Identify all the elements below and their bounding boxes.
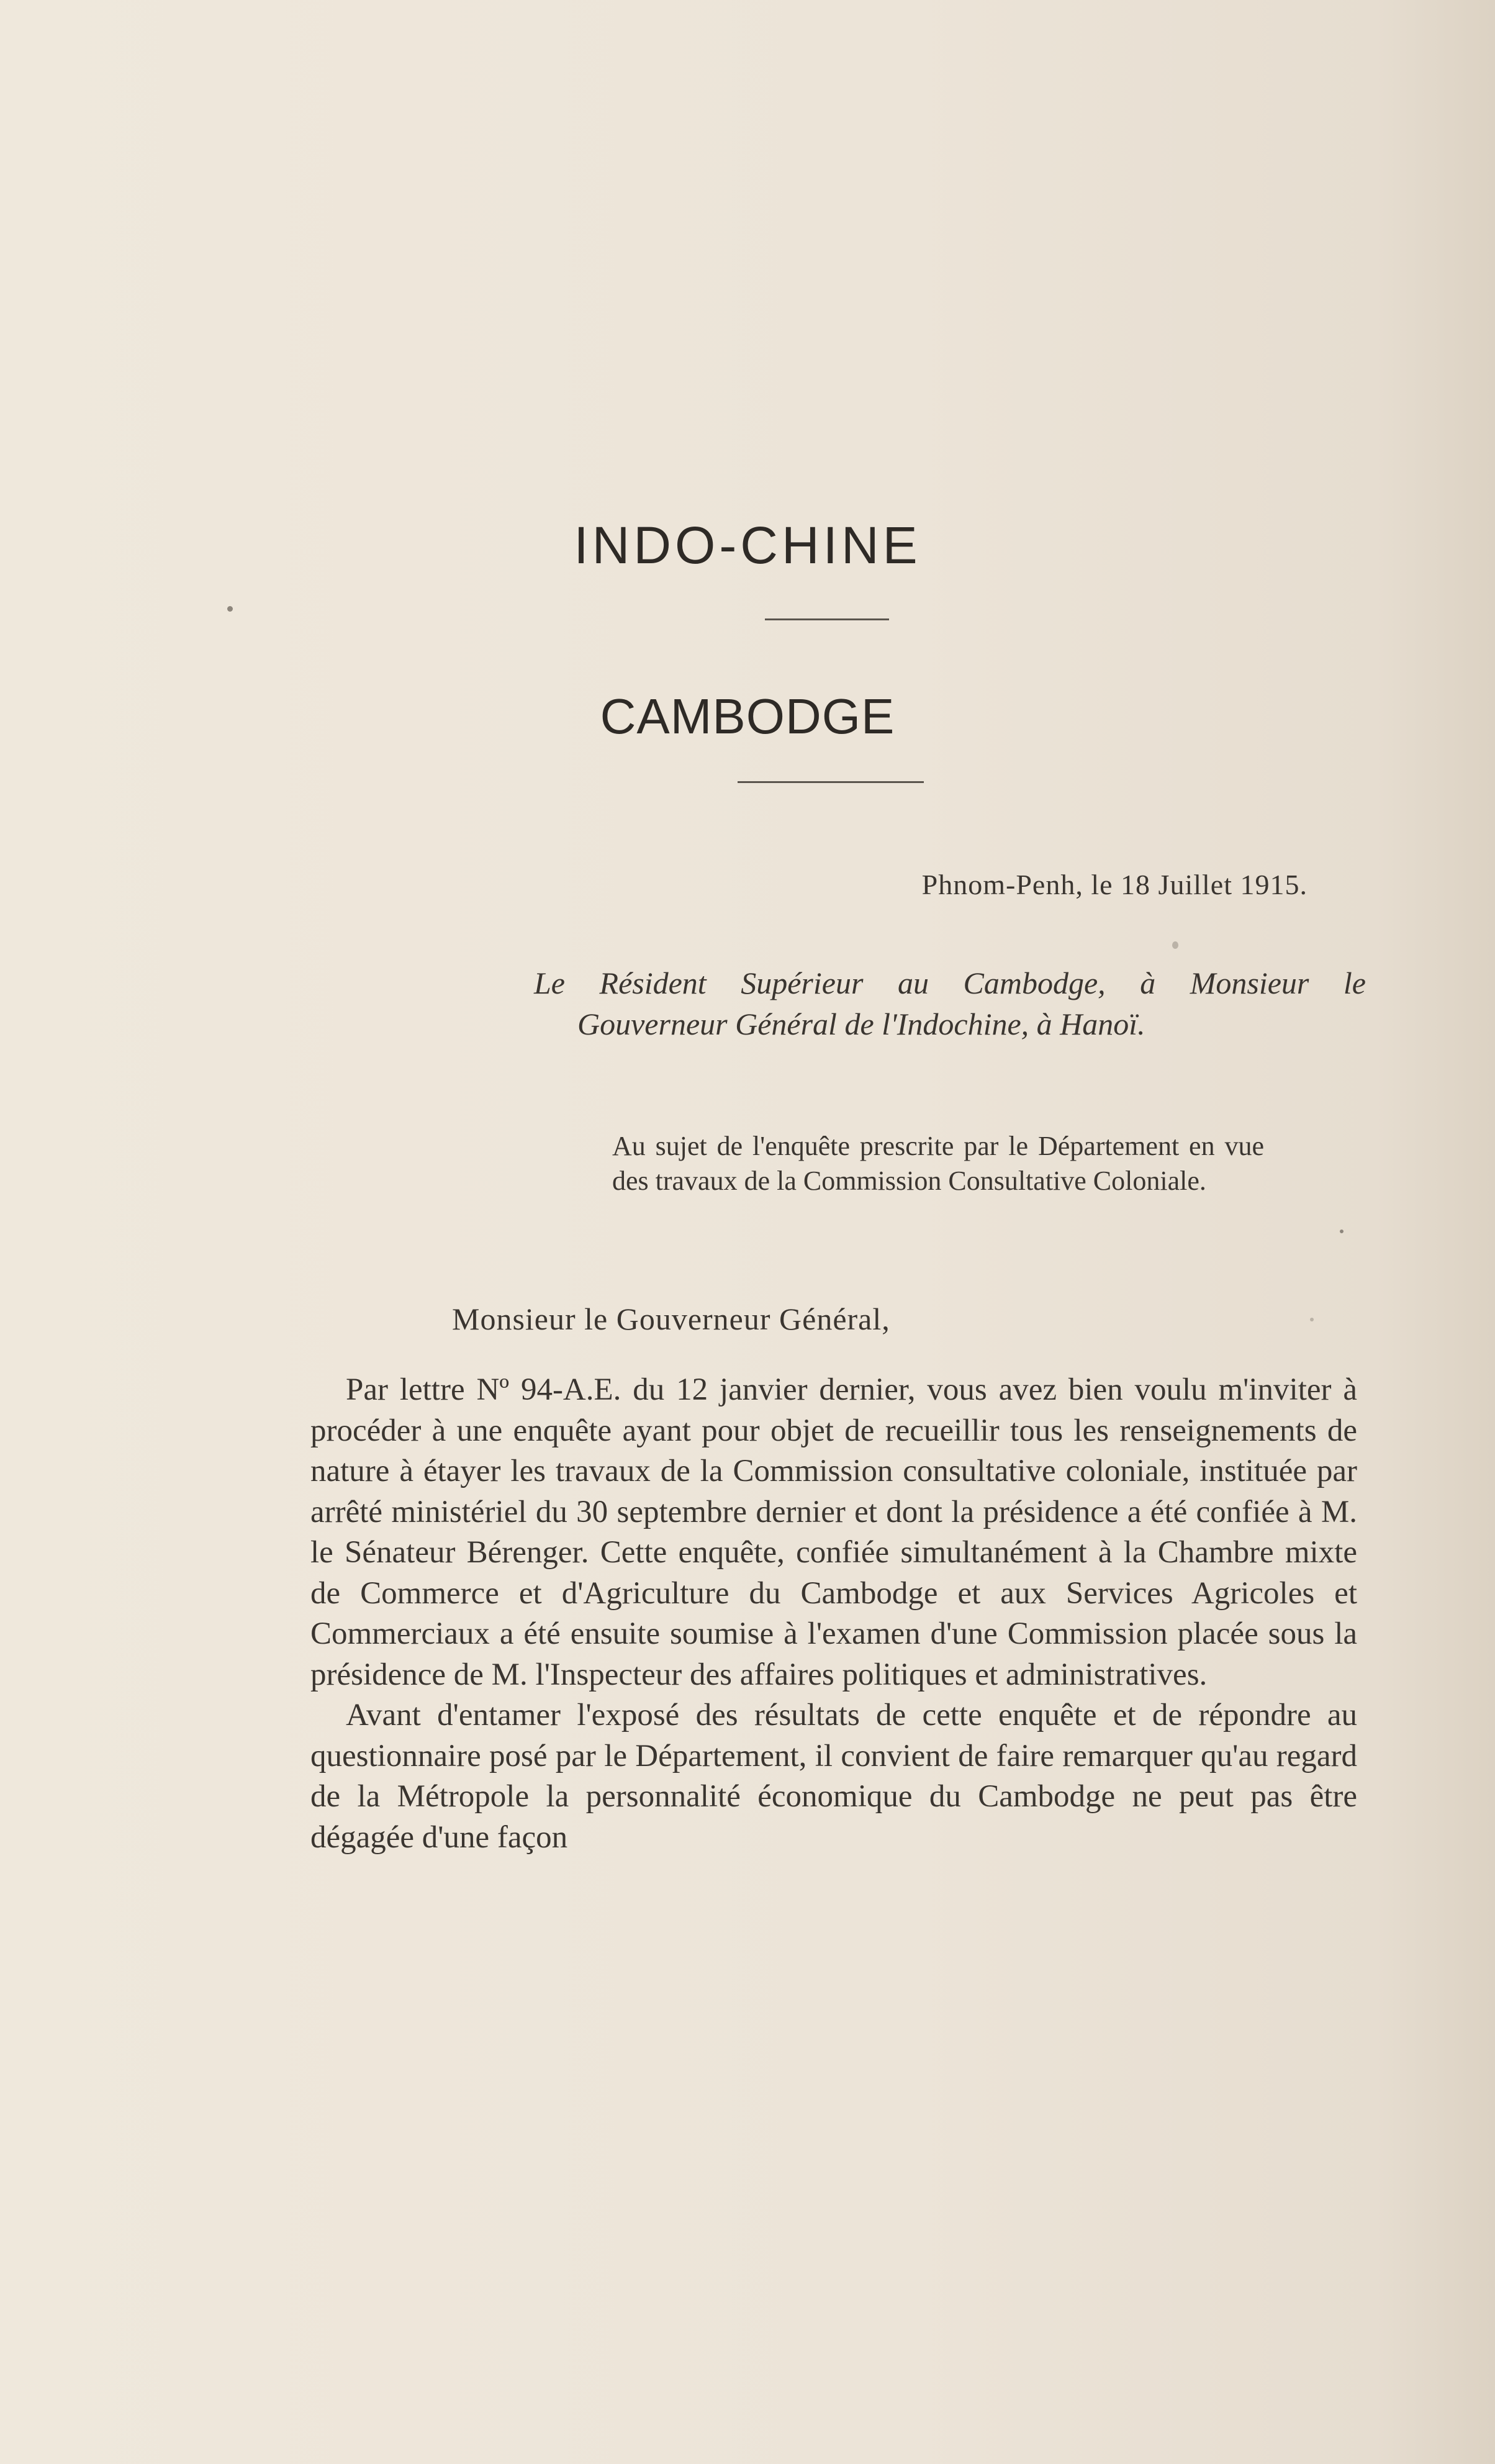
letter-body bbox=[310, 1370, 1357, 1858]
letter-address bbox=[534, 962, 1366, 1044]
document-title: INDO-CHINE bbox=[574, 516, 921, 574]
address-line-1: Le Résident Supérieur au Cambodge, à Monsieur le bbox=[534, 966, 1366, 1000]
paper-speck bbox=[227, 606, 233, 612]
document-subtitle: CAMBODGE bbox=[600, 689, 895, 744]
title-divider bbox=[765, 618, 889, 620]
paper-speck bbox=[1172, 941, 1178, 949]
body-paragraph-2: Avant d'entamer l'exposé des résultats de cette enquête et de répondre au questionnaire posé par le Département, il convient de faire remarquer qu'au regard de la Métropole la personnalité économique du Cambodge ne peut pas être dégagée d'une façon bbox=[310, 1698, 1357, 1855]
subtitle-divider bbox=[738, 781, 924, 783]
body-paragraph-1: Par lettre Nº 94-A.E. du 12 janvier dernier, vous avez bien voulu m'inviter à procéder à une enquête ayant pour objet de recueillir tous les renseignements de nature à étayer les travaux de la Commission consultative coloniale, instituée par arrêté ministériel du 30 septembre dernier et dont la présidence a été confiée à M. le Sénateur Bérenger. Cette enquête, confiée simultanément à la Chambre mixte de Commerce et d'Agriculture du Cambodge et aux Services Agricoles et Commerciaux a été ensuite soumise à l'examen d'une Commission placée sous la présidence de M. l'Inspecteur des affaires politiques et administratives. bbox=[310, 1372, 1357, 1692]
paper-speck bbox=[1340, 1230, 1344, 1233]
paper-speck bbox=[1310, 1318, 1314, 1321]
letter-salutation: Monsieur le Gouverneur Général, bbox=[452, 1302, 890, 1336]
letter-dateline: Phnom-Penh, le 18 Juillet 1915. bbox=[921, 869, 1308, 900]
letter-subject: Au sujet de l'enquête prescrite par le Département en vue des travaux de la Commission Consultative Coloniale. bbox=[612, 1131, 1264, 1196]
address-line-2: Gouverneur Général de l'Indochine, à Hanoï. bbox=[577, 1007, 1145, 1041]
